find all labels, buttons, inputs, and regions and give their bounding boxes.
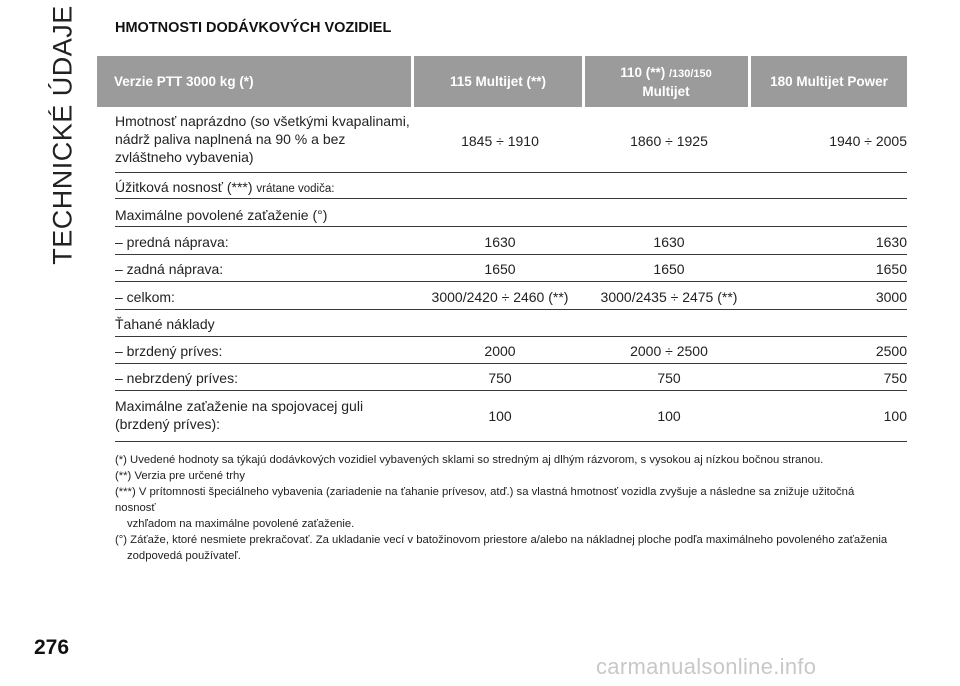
table-row-curb-weight bbox=[115, 112, 907, 173]
row-value: 750 bbox=[883, 370, 907, 386]
header-version: Verzie PTT 3000 kg (*) bbox=[114, 74, 254, 89]
row-value: 3000/2435 ÷ 2475 (**) bbox=[600, 289, 738, 305]
table-row-total bbox=[115, 284, 907, 310]
header-col2-main: 110 (**) bbox=[620, 64, 669, 80]
row-value: 1845 ÷ 1910 bbox=[461, 133, 539, 149]
section-title-text: TECHNICKÉ ÚDAJE bbox=[47, 5, 78, 265]
footnote: (**) Verzia pre určené trhy bbox=[115, 470, 245, 482]
header-110-130-150-multijet bbox=[585, 56, 747, 107]
row-label: – zadná náprava: bbox=[115, 261, 224, 277]
table-header bbox=[97, 56, 907, 107]
page-title: HMOTNOSTI DODÁVKOVÝCH VOZIDIEL bbox=[115, 20, 392, 36]
row-value: 1630 bbox=[484, 234, 516, 250]
table-row-rear-axle bbox=[115, 257, 907, 282]
row-label: Hmotnosť naprázdno (so všetkými kvapalinami, nádrž paliva naplnená na 90 % a bez zvláštneho vybavenia) bbox=[115, 113, 410, 165]
header-180-multijet-power: 180 Multijet Power bbox=[770, 74, 888, 89]
section-title-vertical bbox=[34, 5, 92, 265]
row-value: 750 bbox=[657, 370, 681, 386]
row-label: – celkom: bbox=[115, 289, 175, 305]
row-value: 750 bbox=[488, 370, 512, 386]
table-row-payload bbox=[115, 176, 907, 199]
table-row-towed-loads bbox=[115, 312, 907, 337]
row-label: Maximálne povolené zaťaženie (°) bbox=[115, 207, 328, 223]
row-value: 2000 ÷ 2500 bbox=[630, 343, 708, 359]
table-row-front-axle bbox=[115, 230, 907, 255]
header-col2-line2: Multijet bbox=[642, 83, 690, 99]
header-115-multijet: 115 Multijet (**) bbox=[449, 74, 547, 89]
row-label: Úžitková nosnosť (***) vrátane vodiča: bbox=[115, 179, 335, 195]
row-value: 1630 bbox=[653, 234, 685, 250]
footnote: (***) V prítomnosti špeciálneho vybavenia (zariadenie na ťahanie prívesov, atď.) sa vlastná hmotnosť vozidla zvyšuje a následne sa znižuje užitočná nosnosť vzhľadom na maximálne povolené zaťaženie. bbox=[115, 486, 855, 530]
row-value: 3000 bbox=[875, 289, 907, 305]
row-value: 3000/2420 ÷ 2460 (**) bbox=[431, 289, 569, 305]
row-label: – nebrzdený príves: bbox=[115, 370, 238, 386]
row-value: 100 bbox=[883, 408, 907, 424]
row-value: 1630 bbox=[875, 234, 907, 250]
watermark-text: carmanualsonline.info bbox=[596, 654, 817, 679]
row-value: 1940 ÷ 2005 bbox=[829, 133, 907, 149]
row-value: 1650 bbox=[484, 261, 516, 277]
row-label: Maximálne zaťaženie na spojovacej guli (brzdený príves): bbox=[115, 398, 364, 432]
footnotes bbox=[115, 452, 895, 564]
footnote: (*) Uvedené hodnoty sa týkajú dodávkových vozidiel vybavených sklami so stredným aj dlhým rázvorom, s vysokou aj nízkou bočnou stranou. bbox=[115, 454, 824, 466]
row-label: – brzdený príves: bbox=[115, 343, 223, 359]
row-value: 2000 bbox=[484, 343, 516, 359]
page-number: 276 bbox=[34, 636, 70, 659]
row-label: – predná náprava: bbox=[115, 234, 229, 250]
row-label: Ťahané náklady bbox=[115, 316, 215, 332]
table-row-hitch-load bbox=[115, 395, 907, 442]
row-value: 100 bbox=[488, 408, 512, 424]
table-row-braked-trailer bbox=[115, 339, 907, 364]
row-value: 1860 ÷ 1925 bbox=[630, 133, 708, 149]
footnote: (°) Záťaže, ktoré nesmiete prekračovať. Za ukladanie vecí v batožinovom priestore a/alebo na nákladnej ploche podľa maximálneho povoleného zaťaženia zodpovedá používateľ. bbox=[115, 534, 888, 562]
row-value: 100 bbox=[657, 408, 681, 424]
table-row-unbraked-trailer bbox=[115, 366, 907, 391]
table-row-max-load bbox=[115, 202, 907, 227]
row-value: 1650 bbox=[875, 261, 907, 277]
header-col2-small: /130/150 bbox=[668, 67, 712, 80]
row-value: 1650 bbox=[653, 261, 685, 277]
row-value: 2500 bbox=[875, 343, 907, 359]
